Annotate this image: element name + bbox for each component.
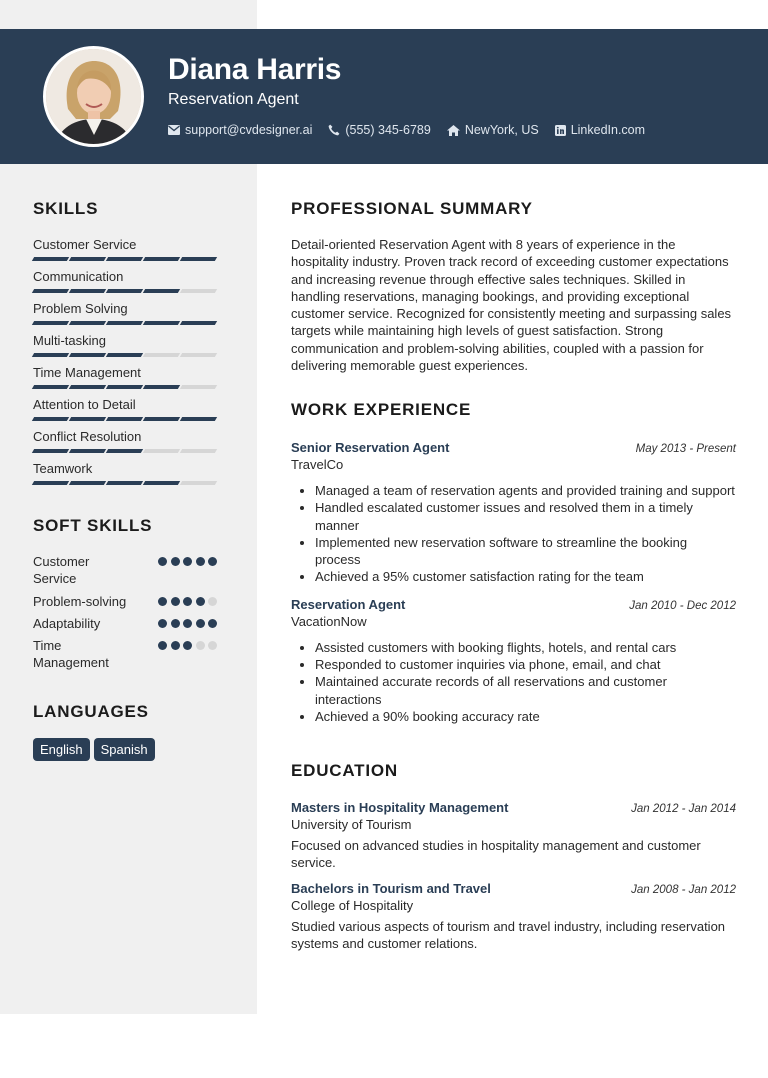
rating-dot xyxy=(171,597,180,606)
phone-text: (555) 345-6789 xyxy=(345,123,431,137)
skill-item xyxy=(33,397,223,421)
skill-level-segment xyxy=(69,257,106,261)
rating-dot xyxy=(171,619,180,628)
rating-dot xyxy=(208,641,217,650)
rating-dot xyxy=(196,619,205,628)
soft-skill-label: Problem-solving xyxy=(33,594,127,609)
job-bullet: • Achieved a 95% customer satisfaction rating for the team xyxy=(315,568,736,585)
rating-dot xyxy=(158,641,167,650)
skill-level-segment xyxy=(32,257,69,261)
rating-dot xyxy=(183,597,192,606)
skill-level-bar xyxy=(33,289,223,293)
contact-phone[interactable] xyxy=(328,123,430,137)
phone-icon xyxy=(328,124,340,136)
skill-label: Communication xyxy=(33,269,124,284)
skill-level-segment xyxy=(69,481,106,485)
soft-skill-label: Adaptability xyxy=(33,616,101,631)
skill-level-bar xyxy=(33,353,223,357)
rating-dot xyxy=(183,557,192,566)
rating-dot xyxy=(208,597,217,606)
skill-label: Conflict Resolution xyxy=(33,429,142,444)
skill-level-segment xyxy=(180,417,217,421)
education-degree: Masters in Hospitality Management xyxy=(291,800,509,815)
skill-level-segment xyxy=(106,257,143,261)
contact-email[interactable] xyxy=(168,123,312,137)
skill-level-segment xyxy=(32,321,69,325)
soft-skill-label: Customer Service xyxy=(33,554,90,586)
skill-level-segment xyxy=(69,449,106,453)
skill-level-segment xyxy=(180,353,217,357)
skill-level-segment xyxy=(180,289,217,293)
rating-dot xyxy=(171,641,180,650)
skill-level-segment xyxy=(143,257,180,261)
skill-label: Time Management xyxy=(33,365,141,380)
skill-level-segment xyxy=(143,353,180,357)
job-dates: Jan 2010 - Dec 2012 xyxy=(629,599,736,612)
language-badge: Spanish xyxy=(94,738,155,761)
skill-label: Teamwork xyxy=(33,461,93,476)
skill-label: Problem Solving xyxy=(33,301,128,316)
rating-dot xyxy=(208,619,217,628)
education-dates: Jan 2012 - Jan 2014 xyxy=(631,803,736,815)
skill-level-segment xyxy=(180,321,217,325)
skill-level-segment xyxy=(143,481,180,485)
linkedin-text: LinkedIn.com xyxy=(570,123,646,137)
education-degree: Bachelors in Tourism and Travel xyxy=(291,880,491,896)
soft-skills-section xyxy=(33,516,223,536)
skill-level-segment xyxy=(32,417,69,421)
skill-label: Customer Service xyxy=(33,237,137,252)
soft-skills-heading: SOFT SKILLS xyxy=(33,516,153,535)
skill-level-segment xyxy=(106,385,143,389)
rating-dot xyxy=(183,641,192,650)
contact-location xyxy=(447,123,539,137)
envelope-icon xyxy=(168,125,180,135)
skill-level-bar xyxy=(33,481,223,485)
location-text: NewYork, US xyxy=(464,123,539,137)
job-bullets xyxy=(291,639,736,725)
summary-text: Detail-oriented Reservation Agent with 8 years of experience in the hospitality industry. Proven track record of exceeding customer expectations and increasing revenue through effective sales techniques. Skilled in handling reservations, managing bookings, and providing exceptional customer service. Recognized for consistently meeting and surpassing sales targets while maintaining high levels of guest satisfaction. Strong communication and problem-solving abilities, coupled with a passion for delivering memorable guest experiences. xyxy=(291,237,732,374)
job-bullet: • Implemented new reservation software to streamline the booking process xyxy=(315,534,736,569)
experience-heading: WORK EXPERIENCE xyxy=(291,400,472,419)
rating-dot xyxy=(171,557,180,566)
experience-section xyxy=(291,400,736,725)
soft-skill-rating xyxy=(158,619,221,628)
skill-level-segment xyxy=(106,353,143,357)
education-description: Studied various aspects of tourism and travel industry, including reservation systems and customer relations. xyxy=(291,918,726,951)
job-bullet: • Handled escalated customer issues and resolved them in a timely manner xyxy=(315,499,736,534)
education-entry xyxy=(291,881,736,953)
rating-dot xyxy=(208,557,217,566)
contact-bar xyxy=(168,123,661,137)
skill-level-bar xyxy=(33,321,223,325)
job-bullet: • Responded to customer inquiries via phone, email, and chat xyxy=(315,656,736,673)
education-dates: Jan 2008 - Jan 2012 xyxy=(631,883,736,896)
candidate-title: Reservation Agent xyxy=(168,91,299,108)
skill-level-segment xyxy=(180,385,217,389)
skill-level-segment xyxy=(106,481,143,485)
avatar-portrait-icon xyxy=(46,49,141,144)
job-dates: May 2013 - Present xyxy=(635,443,736,455)
skills-heading: SKILLS xyxy=(33,199,99,218)
skill-level-bar xyxy=(33,257,223,261)
profile-photo xyxy=(43,46,144,147)
skill-level-segment xyxy=(143,449,180,453)
education-entry xyxy=(291,800,736,872)
job-bullet: • Maintained accurate records of all reservations and customer interactions xyxy=(315,673,736,708)
skill-level-segment xyxy=(143,289,180,293)
skill-level-segment xyxy=(180,257,217,261)
education-description: Focused on advanced studies in hospitality management and customer service. xyxy=(291,838,701,871)
contact-linkedin[interactable] xyxy=(555,123,645,137)
skill-level-segment xyxy=(106,289,143,293)
skill-label: Attention to Detail xyxy=(33,397,136,412)
soft-skill-rating xyxy=(158,557,221,566)
rating-dot xyxy=(196,557,205,566)
email-text: support@cvdesigner.ai xyxy=(185,123,313,137)
candidate-name: Diana Harris xyxy=(168,53,342,86)
job-company: TravelCo xyxy=(291,457,344,472)
skill-level-segment xyxy=(32,449,69,453)
linkedin-icon xyxy=(555,125,566,136)
skill-level-segment xyxy=(69,289,106,293)
rating-dot xyxy=(196,641,205,650)
education-heading: EDUCATION xyxy=(291,761,398,780)
rating-dot xyxy=(196,597,205,606)
skill-level-segment xyxy=(69,385,106,389)
education-section xyxy=(291,761,736,952)
job-company: VacationNow xyxy=(291,613,367,629)
rating-dot xyxy=(158,557,167,566)
home-icon xyxy=(447,125,460,136)
rating-dot xyxy=(158,619,167,628)
skill-level-segment xyxy=(180,481,217,485)
job-role: Senior Reservation Agent xyxy=(291,440,450,455)
job-bullets xyxy=(291,482,736,586)
summary-heading: PROFESSIONAL SUMMARY xyxy=(291,199,533,218)
skill-level-segment xyxy=(32,481,69,485)
skill-level-bar xyxy=(33,449,223,453)
summary-section xyxy=(291,199,736,374)
job-bullet: • Managed a team of reservation agents and provided training and support xyxy=(315,482,736,499)
skill-item xyxy=(33,269,223,293)
rating-dot xyxy=(183,619,192,628)
skill-item xyxy=(33,333,223,357)
skill-level-segment xyxy=(180,449,217,453)
soft-skill-rating xyxy=(158,641,221,650)
soft-skill-rating xyxy=(158,597,221,606)
skill-label: Multi-tasking xyxy=(33,333,106,348)
job-bullet: • Assisted customers with booking flights, hotels, and rental cars xyxy=(315,639,736,656)
skill-item xyxy=(33,429,223,453)
skill-level-segment xyxy=(32,289,69,293)
skill-level-segment xyxy=(143,385,180,389)
education-school: College of Hospitality xyxy=(291,897,414,913)
soft-skill-label: Time Management xyxy=(33,638,109,670)
soft-skills-list xyxy=(33,553,223,683)
skill-level-segment xyxy=(32,353,69,357)
skills-section xyxy=(33,199,223,219)
skill-level-bar xyxy=(33,385,223,389)
language-badge: English xyxy=(33,738,90,761)
languages-list xyxy=(33,738,159,761)
job-role: Reservation Agent xyxy=(291,596,406,612)
skill-item xyxy=(33,237,223,261)
skill-level-segment xyxy=(106,449,143,453)
skill-level-segment xyxy=(69,417,106,421)
education-school: University of Tourism xyxy=(291,817,412,832)
skill-level-segment xyxy=(143,417,180,421)
skill-level-segment xyxy=(32,385,69,389)
skill-level-bar xyxy=(33,417,223,421)
job-entry xyxy=(291,440,736,586)
skill-item xyxy=(33,461,223,485)
skill-level-segment xyxy=(143,321,180,325)
skill-level-segment xyxy=(69,353,106,357)
skill-item xyxy=(33,301,223,325)
job-entry xyxy=(291,597,736,725)
job-bullet: • Achieved a 90% booking accuracy rate xyxy=(315,708,736,725)
rating-dot xyxy=(158,597,167,606)
languages-section xyxy=(33,702,223,722)
skill-level-segment xyxy=(106,321,143,325)
skill-item xyxy=(33,365,223,389)
skill-level-segment xyxy=(69,321,106,325)
resume-header xyxy=(0,29,768,164)
languages-heading: LANGUAGES xyxy=(33,702,149,721)
skill-level-segment xyxy=(106,417,143,421)
